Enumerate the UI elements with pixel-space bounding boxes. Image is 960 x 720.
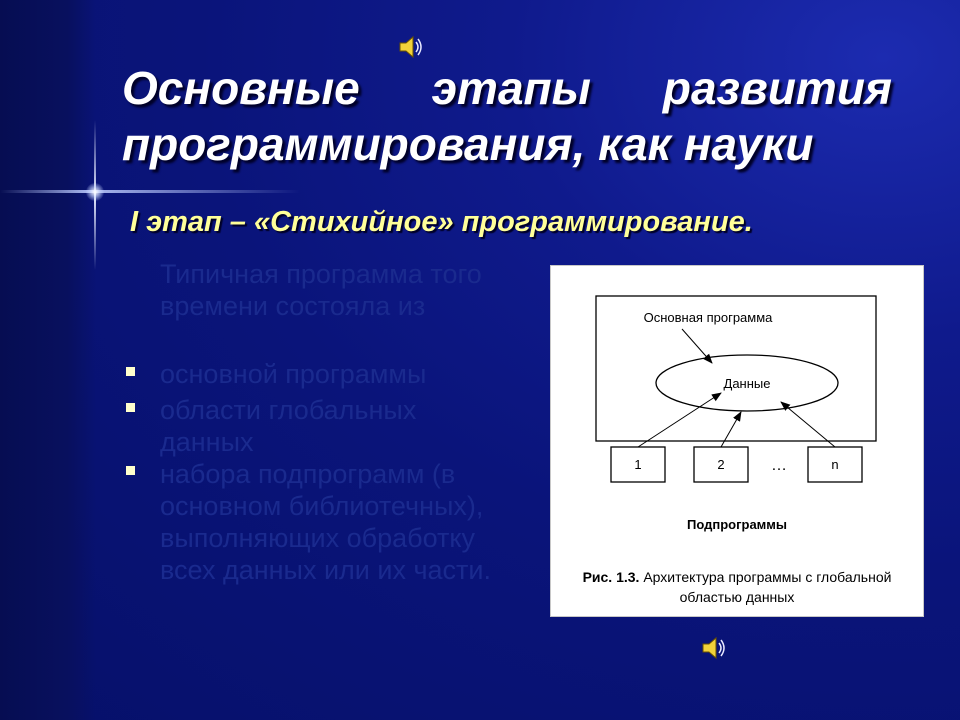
title-word: развития bbox=[662, 62, 892, 114]
data-label: Данные bbox=[723, 376, 771, 391]
bullet-marker bbox=[126, 466, 135, 475]
subprogram-ellipsis: … bbox=[771, 457, 787, 474]
caption-prefix: Рис. 1.3. bbox=[582, 569, 640, 585]
architecture-figure bbox=[550, 265, 924, 617]
bullet-marker bbox=[126, 367, 135, 376]
caption-text: Архитектура программы с глобальной областью данных bbox=[643, 569, 892, 605]
architecture-diagram bbox=[551, 266, 923, 616]
list-item: набора подпрограмм (в основном библиотечных), выполняющих обработку всех данных или их части. bbox=[160, 459, 492, 585]
subprogram-label: n bbox=[831, 457, 839, 472]
speaker-icon[interactable] bbox=[700, 634, 728, 662]
title-word: Основные bbox=[122, 62, 360, 114]
light-flare-horizontal bbox=[0, 190, 300, 193]
page-title bbox=[122, 60, 892, 172]
list-item: основной программы bbox=[160, 359, 427, 389]
light-flare-center bbox=[86, 183, 104, 201]
body-intro: Типичная программа того времени состояла из bbox=[160, 259, 482, 321]
main-program-label: Основная программа bbox=[643, 310, 773, 325]
speaker-icon[interactable] bbox=[397, 33, 425, 61]
figure-caption bbox=[551, 567, 923, 607]
list-item: области глобальных данных bbox=[160, 395, 417, 457]
subtitle: I этап – «Стихийное» программирование. bbox=[130, 206, 753, 238]
bullet-marker bbox=[126, 403, 135, 412]
title-word: этапы bbox=[431, 62, 591, 114]
subprogram-label: 2 bbox=[717, 457, 725, 472]
subprograms-label: Подпрограммы bbox=[686, 517, 788, 532]
title-line-2: программирования, как науки bbox=[122, 118, 814, 170]
subprogram-label: 1 bbox=[634, 457, 642, 472]
left-decor-bar bbox=[0, 0, 96, 720]
